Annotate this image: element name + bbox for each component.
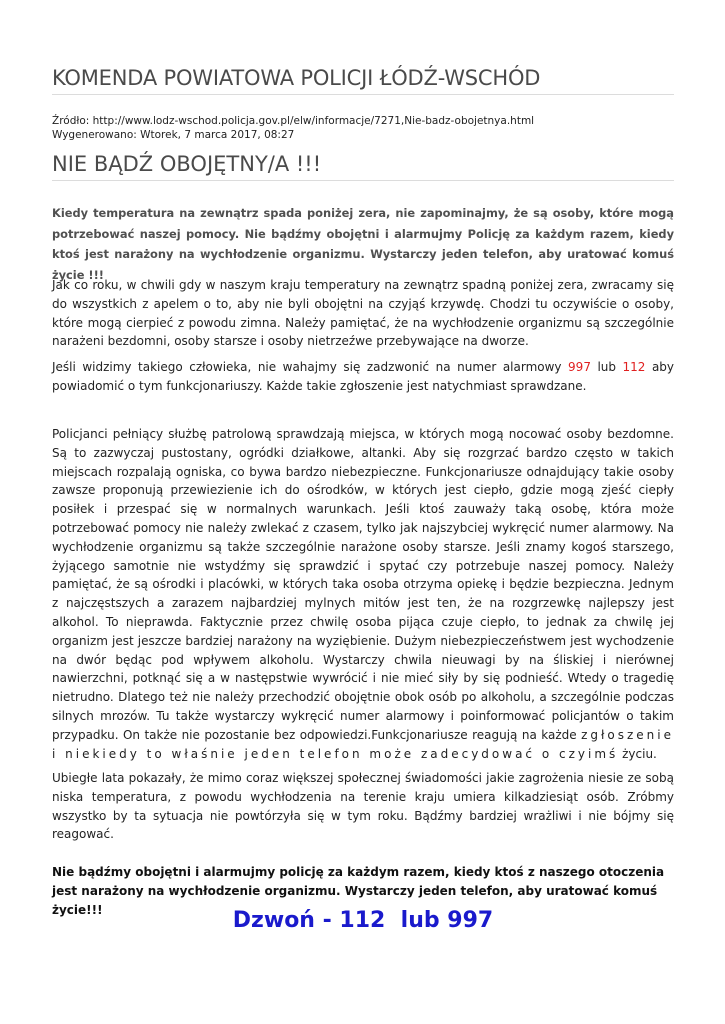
generated-date: Wygenerowano: Wtorek, 7 marca 2017, 08:27 (52, 129, 295, 141)
source-url: Źródło: http://www.lodz-wschod.policja.gov.pl/elw/informacje/7271,Nie-badz-obojetnya.html (52, 115, 535, 127)
paragraph-2 (52, 358, 674, 396)
paragraph-3-spaced-text: zgłoszenie i niekiedy to właśnie jeden telefon może zadecydować o czyimś (52, 727, 674, 761)
closing-appeal: Nie bądźmy obojętni i alarmujmy policję za każdym razem, kiedy ktoś z naszego otoczenia jest narażony na wychłodzenie organizmu. Wystarczy jeden telefon, aby uratować komuś życie!!! (52, 865, 665, 917)
paragraph-3 (52, 425, 674, 763)
article-headline: NIE BĄDŹ OBOJĘTNY/A !!! (52, 152, 674, 181)
call-to-action: Dzwoń - 112 lub 997 (232, 908, 494, 933)
emergency-number-112: 112 (622, 360, 646, 374)
paragraph-2-text-start: Jeśli widzimy takiego człowieka, nie wahajmy się zadzwonić na numer alarmowy (52, 360, 569, 374)
paragraph-4: Ubiegłe lata pokazały, że mimo coraz większej społecznej świadomości jakie zagrożenia niesie ze sobą niska temperatura, z powodu wychłodzenia na terenie kraju umiera kilkadziesiąt osób. Zróbmy wszystko by ta sytuacja nie powtórzyła się w tym roku. Bądźmy bardziej wrażliwi i nie bójmy się reagować. (52, 771, 674, 842)
paragraph-2-text-end: aby powiadomić o tym funkcjonariuszy. Każde takie zgłoszenie jest natychmiast sprawdzane. (52, 360, 675, 393)
document-meta (52, 114, 534, 142)
organization-title: KOMENDA POWIATOWA POLICJI ŁÓDŹ-WSCHÓD (52, 66, 674, 95)
paragraph-2-text-mid: lub (590, 360, 623, 374)
paragraph-3-end: życiu. (622, 746, 657, 761)
emergency-number-997: 997 (568, 360, 591, 374)
paragraph-1: Jak co roku, w chwili gdy w naszym kraju temperatury na zewnątrz spadną poniżej zera, zwracamy się do wszystkich z apelem o to, aby nie byli obojętni na czyjąś krzywdę. Chodzi tu oczywiście o osoby, które mogą cierpieć z powodu zimna. Należy pamiętać, że na wychłodzenie organizmu są szczególnie narażeni bezdomni, osoby starsze i osoby nietrzeźwe przebywające na dworze. (52, 278, 674, 349)
article-lead: Kiedy temperatura na zewnątrz spada poniżej zera, nie zapominajmy, że są osoby, które mogą potrzebować naszej pomocy. Nie bądźmy obojętni i alarmujmy Policję za każdym razem, kiedy ktoś jest narażony na wychłodzenie organizmu. Wystarczy jeden telefon, aby uratować komuś życie !!! (52, 206, 674, 283)
paragraph-3-text: Policjanci pełniący służbę patrolową sprawdzają miejsca, w których mogą nocować osoby bezdomne. Są to zazwyczaj pustostany, ogródki działkowe, altanki. Aby się rozgrzać bardzo często w takich miejscach rozpalają ogniska, co bywa bardzo niebezpieczne. Funkcjonariusze odnajdujący takie osoby zawsze proponują przewiezienie ich do ośrodków, w których jest ciepło, gdzie mogą zjeść ciepły posiłek i przespać się w normalnych warunkach. Jeśli ktoś zauważy taką osobę, która może potrzebować pomocy nie należy zwlekać z czasem, tylko jak najszybciej wykręcić numer alarmowy. Na wychłodzenie organizmu są także szczególnie narażone osoby starsze. Jeśli znamy kogoś starszego, żyjącego samotnie nie wstydźmy się sprawdzić i spytać czy potrzebuje naszej pomocy. Należy pamiętać, że są ośrodki i placówki, w których taka osoba otrzyma opiekę i będzie bezpieczna. Jednym z najczęstszych a zarazem najbardziej mylnych mitów jest ten, że na rozgrzewkę najlepszy jest alkohol. To nieprawda. Faktycznie przez chwilę osoba pijąca czuje ciepło, to jednak za chwilę jej organizm jest jeszcze bardziej narażony na wyziębienie. Dużym niebezpieczeństwem jest wychodzenie na dwór będąc pod wpływem alkoholu. Wystarczy chwila nieuwagi by na śliskiej i nierównej nawierzchni, potknąć się a w następstwie wywrócić i nie mieć siły by się podnieść. Wtedy o tragedię nietrudno. Dlatego też nie należy przechodzić obojętnie obok osób po alkoholu, a szczególnie podczas silnych mrozów. Tu także wystarczy wykręcić numer alarmowy i poinformować policjantów o takim przypadku. On także nie pozostanie bez odpowiedzi.Funkcjonariusze reagują na każde (52, 427, 674, 742)
